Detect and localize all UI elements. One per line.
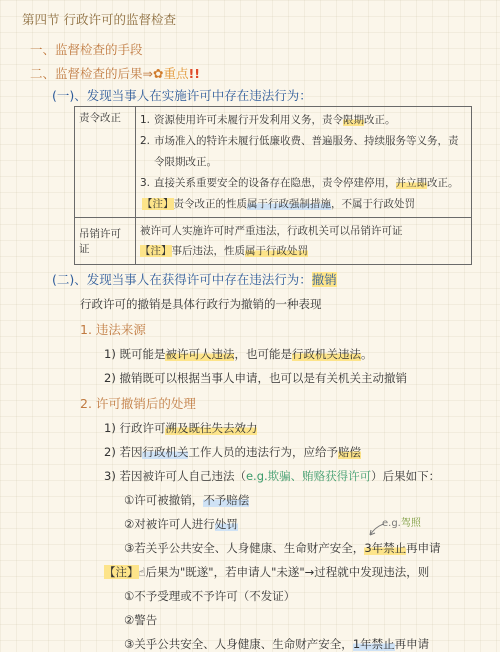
section-heading-consequences (30, 64, 200, 82)
consequence-table (74, 106, 472, 265)
note: 【注】☝后果为"既遂"，若申请人"未遂"→过程就中发现违法，则 (104, 565, 430, 579)
list-item: 1) 既可能是被许可人违法，也可能是行政机关违法。 (104, 347, 373, 361)
highlight: 行政机关违法 (291, 347, 361, 361)
table-cell-body (136, 218, 472, 265)
table-cell-body (136, 107, 472, 218)
note: 【注】事后违法，性质属于行政处罚 (140, 245, 308, 257)
example-text: 欺骗、贿赂获得许可 (267, 469, 372, 483)
pointing-hand-icon: ☝ (138, 565, 146, 579)
highlight: 不予赔偿 (203, 493, 250, 507)
example-annotation: e.g.驾照 (382, 518, 421, 529)
highlight: 限期 (343, 114, 364, 126)
list-item (140, 131, 467, 173)
section-heading-consequences-text: 二、监督检查的后果 (30, 66, 143, 81)
highlight: 撤销 (311, 272, 337, 287)
list-item: 1) 行政许可溯及既往失去效力 (104, 421, 258, 435)
subsection-heading-implementation: (一)、发现当事人在实施许可中存在违法行为： (52, 88, 312, 103)
highlight: 并立即 (395, 177, 427, 189)
list-item: 3) 若因被许可人自己违法（e.g.欺骗、贿赂获得许可）后果如下： (104, 469, 441, 483)
note: 【注】责令改正的性质属于行政强制措施，不属于行政处罚 (142, 198, 415, 210)
example-label: e.g. (245, 469, 268, 483)
item-number: 2) (104, 445, 116, 459)
highlight: 属于行政处罚 (245, 245, 308, 257)
item-number: 2) (104, 371, 116, 385)
note-tag: 【注】 (142, 198, 174, 210)
table-text: 被许可人实施许可时严重违法，行政机关可以吊销许可证 (140, 225, 403, 237)
section-heading-means: 一、监督检查的手段 (30, 42, 143, 57)
table-row (75, 218, 472, 265)
item-text: 市场准入的特许未履行低廉收费、普遍服务、持续服务等义务，责令限期改正。 (154, 135, 459, 168)
consequence-item: ②警告 (124, 613, 158, 627)
highlight: 属于行政强制措施 (247, 198, 331, 210)
list-item (140, 110, 467, 131)
list-item: 2) 撤销既可以根据当事人申请，也可以是有关机关主动撤销 (104, 371, 407, 385)
subsection-heading-obtaining: (二)、发现当事人在获得许可中存在违法行为：撤销 (52, 272, 337, 287)
key-point-label: 重点 (163, 66, 189, 81)
item-text: 直接关系重要安全的设备存在隐患，责令停建停用，并立即改正。 (154, 177, 459, 189)
item-number: 1. (140, 114, 151, 126)
item-number: 2. (140, 135, 151, 147)
item-number: 1) (104, 347, 116, 361)
highlight: 行政机关 (142, 445, 189, 459)
item-number: 1) (104, 421, 116, 435)
highlight: 溯及既往失去效力 (165, 421, 258, 435)
body-text: 行政许可的撤销是具体行政行为撤销的一种表现 (80, 297, 322, 311)
highlight: 处罚 (214, 517, 238, 531)
item-number: 3) (104, 469, 116, 483)
item-text: 资源使用许可未履行开发利用义务，责令限期改正。 (154, 114, 396, 126)
table-cell-head: 责令改正 (75, 107, 136, 218)
highlight: 1年禁止 (352, 637, 395, 651)
arrow-icon: ⇒ (142, 66, 153, 81)
consequence-item: ①许可被撤销，不予赔偿 (124, 493, 250, 507)
annotation-arrow-icon (366, 522, 386, 538)
consequence-item: ①不予受理或不予许可（不发证） (124, 589, 296, 603)
list-item (140, 173, 467, 194)
highlight: 3年禁止 (364, 541, 407, 555)
star-icon: ✿ (153, 66, 164, 81)
table-row (75, 107, 472, 218)
item-number: 3. (140, 177, 151, 189)
consequence-item: ③若关乎公共安全、人身健康、生命财产安全，3年禁止再申请 (124, 541, 441, 555)
consequence-item: ③关乎公共安全、人身健康、生命财产安全，1年禁止再申请 (124, 637, 430, 651)
exclamation-icon: !! (188, 66, 200, 81)
list-item: 2) 若因行政机关工作人员的违法行为，应给予赔偿 (104, 445, 361, 459)
note-tag: 【注】 (140, 245, 172, 257)
table-cell-head: 吊销许可证 (75, 218, 136, 265)
point-heading-source: 1. 违法来源 (80, 322, 146, 337)
highlight: 被许可人违法 (165, 347, 235, 361)
highlight: 赔偿 (337, 445, 361, 459)
consequence-item: ②对被许可人进行处罚 (124, 517, 238, 531)
point-heading-handling: 2. 许可撤销后的处理 (80, 396, 196, 411)
note-tag: 【注】 (104, 565, 139, 579)
page-title: 第四节 行政许可的监督检查 (22, 12, 176, 27)
